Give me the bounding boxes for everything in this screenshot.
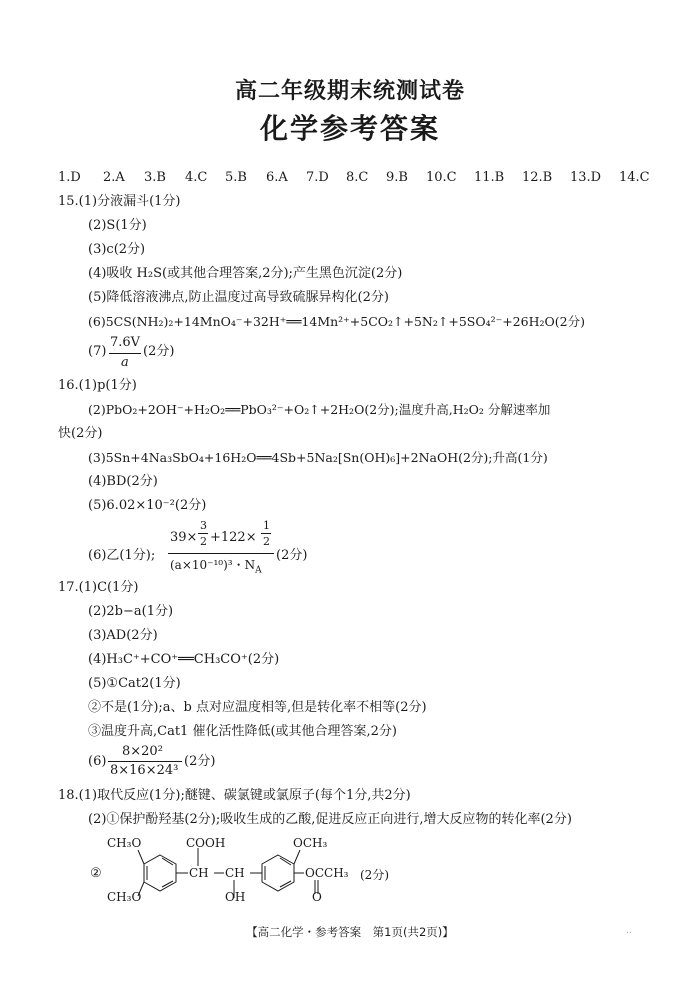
q15-line-2: (2)S(1分) bbox=[88, 218, 147, 233]
mc-answer: 9.B bbox=[386, 170, 408, 185]
mc-answer: 14.C bbox=[619, 170, 650, 185]
mc-answer: 1.D bbox=[58, 170, 81, 185]
ch-label-2: CH bbox=[225, 866, 245, 880]
q18-part-label: ② bbox=[90, 866, 102, 881]
mc-answer: 12.B bbox=[522, 170, 553, 185]
q16-line-6-prefix: (6)乙(1分); bbox=[88, 548, 156, 563]
q16-numerator-part-b: +122× bbox=[210, 530, 257, 545]
q15-line-5: (5)降低溶液沸点,防止温度过高导致硫脲异构化(2分) bbox=[88, 290, 389, 305]
q15-line-7-prefix: (7) bbox=[88, 344, 107, 359]
fraction-bar bbox=[168, 553, 274, 554]
page-subtitle: 化学参考答案 bbox=[259, 112, 440, 145]
q17-line-7: ③温度升高,Cat1 催化活性降低(或其他合理答案,2分) bbox=[88, 724, 398, 739]
q17-line-1: 17.(1)C(1分) bbox=[58, 580, 139, 595]
q18-line-1: 18.(1)取代反应(1分);醚键、碳氯键或氯原子(每个1分,共2分) bbox=[58, 788, 411, 803]
mc-answer: 6.A bbox=[266, 170, 288, 185]
q15-fraction-numerator: 7.6V bbox=[110, 335, 141, 350]
fraction-bar bbox=[198, 533, 208, 534]
mc-answer: 2.A bbox=[103, 170, 125, 185]
q16-num-frac2-top: 1 bbox=[263, 519, 270, 532]
q16-line-1: 16.(1)p(1分) bbox=[58, 378, 137, 393]
q17-fraction-numerator: 8×20² bbox=[122, 744, 163, 759]
q15-fraction-denominator: a bbox=[121, 355, 129, 370]
q16-line-6-score: (2分) bbox=[276, 548, 308, 563]
q17-line-4: (4)H₃C⁺+CO⁺══CH₃CO⁺(2分) bbox=[88, 652, 280, 667]
och3-label: OCH₃ bbox=[293, 836, 328, 850]
q16-denominator-main: (a×10⁻¹⁰)³・N bbox=[170, 558, 256, 572]
mc-answer: 10.C bbox=[426, 170, 457, 185]
mc-answer: 3.B bbox=[144, 170, 166, 185]
cooh-label: COOH bbox=[186, 836, 226, 850]
mc-answer: 13.D bbox=[570, 170, 602, 185]
carbonyl-o-label: O bbox=[312, 890, 322, 904]
oh-label: OH bbox=[225, 890, 246, 904]
mc-answer: 5.B bbox=[225, 170, 247, 185]
page-title: 高二年级期末统测试卷 bbox=[234, 79, 465, 104]
ch3o-bottom-label: CH₃O bbox=[107, 890, 142, 904]
q16-num-frac1-top: 3 bbox=[200, 519, 207, 532]
ch-label-1: CH bbox=[189, 866, 209, 880]
q16-num-frac2-bottom: 2 bbox=[263, 535, 270, 548]
q15-line-4: (4)吸收 H₂S(或其他合理答案,2分);产生黑色沉淀(2分) bbox=[88, 266, 403, 281]
q15-line-3: (3)c(2分) bbox=[88, 242, 146, 257]
q16-num-frac1-bottom: 2 bbox=[200, 535, 207, 548]
q16-numerator-part-a: 39× bbox=[170, 530, 198, 545]
q15-line-1: 15.(1)分液漏斗(1分) bbox=[58, 194, 181, 209]
fraction-bar bbox=[108, 761, 182, 762]
mc-answer: 4.C bbox=[185, 170, 208, 185]
q17-line-8-score: (2分) bbox=[184, 754, 216, 769]
mc-answer: 8.C bbox=[346, 170, 369, 185]
q18-line-2: (2)①保护酚羟基(2分);吸收生成的乙酸,促进反应正向进行,增大反应物的转化率(2分) bbox=[88, 812, 572, 827]
q17-line-5: (5)①Cat2(1分) bbox=[88, 676, 181, 691]
q16-line-3: (3)5Sn+4Na₃SbO₄+16H₂O══4Sb+5Na₂[Sn(OH)₆]+2NaOH(2分);升高(1分) bbox=[88, 450, 548, 465]
mc-answer: 11.B bbox=[474, 170, 505, 185]
fraction-bar bbox=[261, 533, 271, 534]
page-footer: 【高二化学・参考答案 第1页(共2页)】 bbox=[246, 925, 454, 939]
q17-line-8-prefix: (6) bbox=[88, 754, 107, 769]
q16-denominator bbox=[170, 556, 262, 575]
fraction-bar bbox=[109, 353, 141, 354]
corner-mark: .. bbox=[626, 926, 632, 936]
mc-answer: 7.D bbox=[306, 170, 329, 185]
q16-denominator-sub: A bbox=[255, 565, 262, 576]
q17-line-2: (2)2b−a(1分) bbox=[88, 604, 174, 619]
q17-line-3: (3)AD(2分) bbox=[88, 628, 158, 643]
q16-line-4: (4)BD(2分) bbox=[88, 474, 158, 489]
q18-structure-score: (2分) bbox=[360, 868, 389, 882]
q17-fraction-denominator: 8×16×24³ bbox=[110, 763, 179, 778]
q16-line-2: (2)PbO₂+2OH⁻+H₂O₂══PbO₃²⁻+O₂↑+2H₂O(2分);温度升高,H₂O₂ 分解速率加 bbox=[88, 402, 551, 417]
q16-line-2b: 快(2分) bbox=[58, 426, 103, 441]
q16-line-5: (5)6.02×10⁻²(2分) bbox=[88, 498, 207, 513]
ch3o-top-label: CH₃O bbox=[107, 836, 142, 850]
q15-line-6: (6)5CS(NH₂)₂+14MnO₄⁻+32H⁺══14Mn²⁺+5CO₂↑+5N₂↑+5SO₄²⁻+26H₂O(2分) bbox=[88, 314, 585, 329]
occh3-label: OCCH₃ bbox=[305, 866, 349, 880]
q17-line-6: ②不是(1分);a、b 点对应温度相等,但是转化率不相等(2分) bbox=[88, 700, 427, 715]
q15-line-7-score: (2分) bbox=[143, 344, 175, 359]
